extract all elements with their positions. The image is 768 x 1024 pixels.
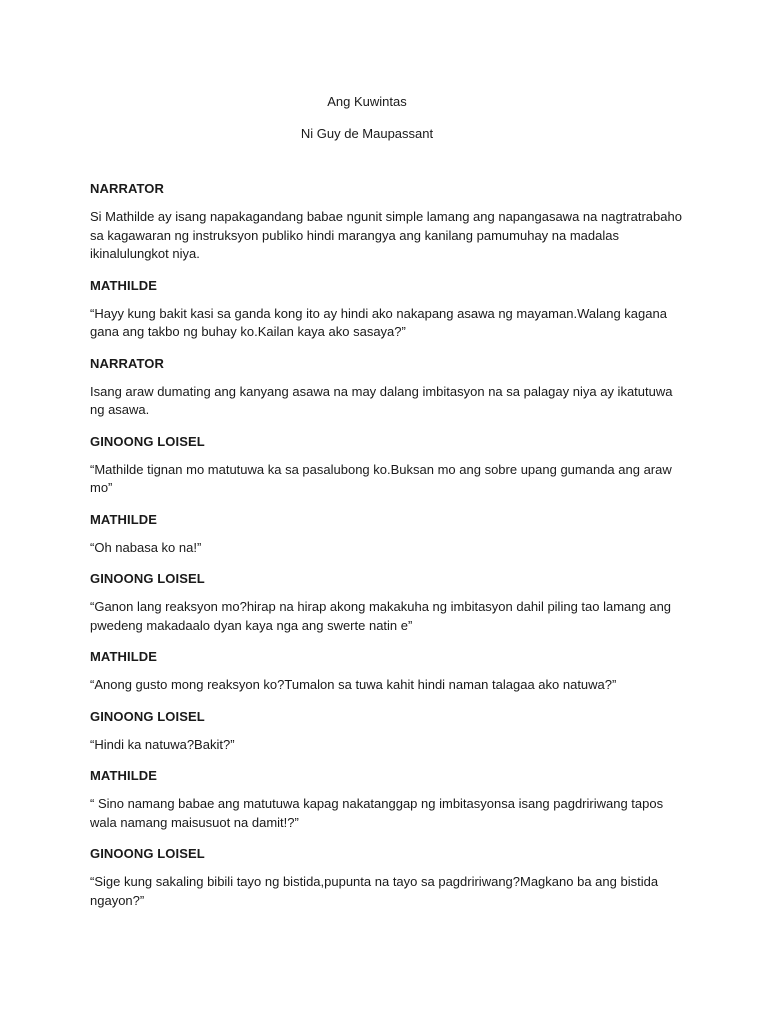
- document-title: Ang Kuwintas: [327, 94, 407, 109]
- document-author: Ni Guy de Maupassant: [300, 126, 434, 141]
- speaker-label: GINOONG LOISEL: [90, 708, 205, 724]
- script-body: [90, 180, 690, 923]
- script-block: [90, 648, 690, 695]
- dialogue-line: Isang araw dumating ang kanyang asawa na may dalang imbitasyon na sa palagay niya ay ikatutuwa ng asawa.: [90, 383, 673, 417]
- speaker-label: MATHILDE: [90, 511, 157, 527]
- script-block: [90, 708, 690, 755]
- speaker-label: GINOONG LOISEL: [90, 571, 205, 586]
- speaker-label: MATHILDE: [90, 277, 157, 293]
- dialogue-line: “Hayy kung bakit kasi sa ganda kong ito ay hindi ako nakapang asawa ng mayaman.Walang kagana gana ang takbo ng buhay ko.Kailan kaya ako sasaya?”: [90, 305, 667, 339]
- dialogue-line: “Oh nabasa ko na!”: [90, 539, 202, 555]
- dialogue-line: “Ganon lang reaksyon mo?hirap na hirap akong makakuha ng imbitasyon dahil piling tao lamang ang pwedeng makadaalo dyan kaya nga ang swerte natin e”: [90, 599, 672, 633]
- script-block: [90, 277, 690, 342]
- script-block: [90, 511, 690, 558]
- script-block: [90, 180, 690, 264]
- dialogue-line: “Mathilde tignan mo matutuwa ka sa pasalubong ko.Buksan mo ang sobre upang gumanda ang araw mo”: [90, 461, 672, 495]
- script-block: [90, 845, 690, 910]
- dialogue-line: Si Mathilde ay isang napakagandang babae ngunit simple lamang ang napangasawa na nagtratrabaho sa kagawaran ng instruksyon publiko hindi marangya ang kanilang pamumuhay na madalas ikinalulungkot niya.: [90, 209, 682, 261]
- dialogue-line: “Hindi ka natuwa?Bakit?”: [90, 736, 235, 752]
- script-block: [90, 570, 690, 635]
- script-block: [90, 355, 690, 420]
- dialogue-line: “ Sino namang babae ang matutuwa kapag nakatanggap ng imbitasyonsa isang pagdririwang tapos wala namang maisusuot na damit!?”: [90, 796, 664, 830]
- script-block: [90, 767, 690, 832]
- dialogue-line: “Anong gusto mong reaksyon ko?Tumalon sa tuwa kahit hindi naman talagaa ako natuwa?”: [90, 677, 617, 692]
- script-block: [90, 433, 690, 498]
- speaker-label: MATHILDE: [90, 649, 157, 664]
- speaker-label: NARRATOR: [90, 181, 164, 196]
- speaker-label: NARRATOR: [90, 355, 164, 371]
- speaker-label: MATHILDE: [90, 768, 157, 783]
- dialogue-line: “Sige kung sakaling bibili tayo ng bistida,pupunta na tayo sa pagdririwang?Magkano ba ang bistida ngayon?”: [90, 874, 659, 908]
- speaker-label: GINOONG LOISEL: [90, 433, 205, 449]
- speaker-label: GINOONG LOISEL: [90, 846, 205, 861]
- title-block: [0, 93, 734, 143]
